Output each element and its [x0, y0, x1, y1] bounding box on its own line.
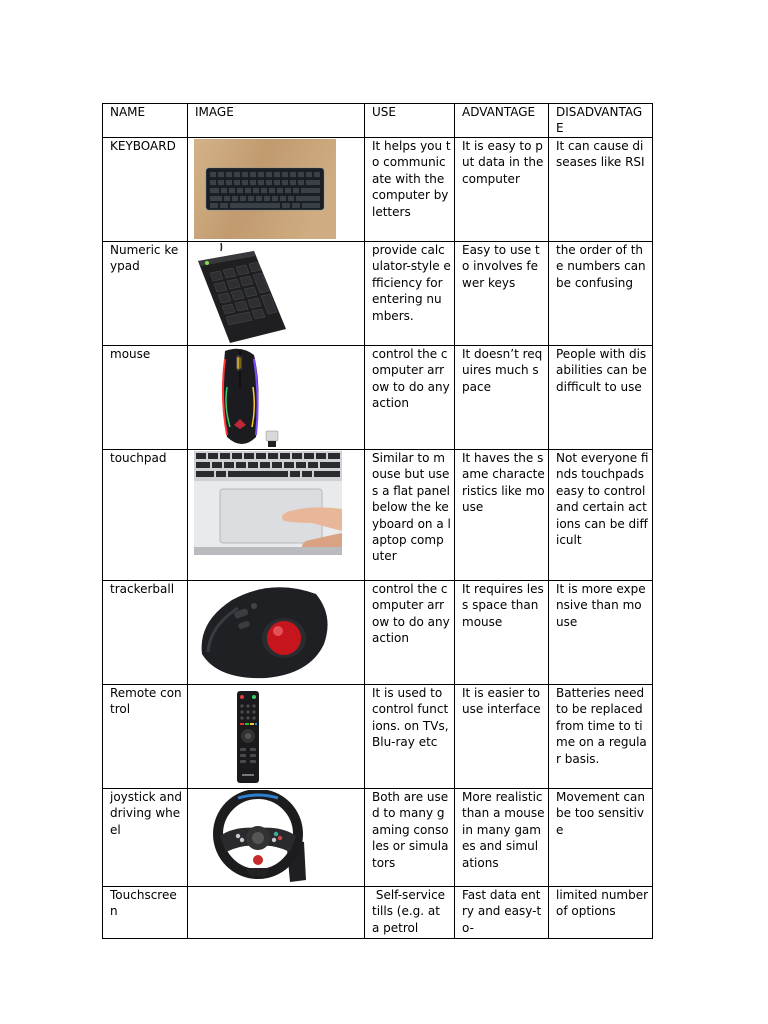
- row-image: [188, 887, 365, 939]
- table-row: [103, 887, 653, 939]
- row-use: Similar to mouse but uses a flat panel below the keyboard on a laptop computer: [365, 450, 455, 581]
- header-disadvantage: DISADVANTAGE: [549, 104, 653, 138]
- row-image: [188, 685, 365, 789]
- touchpad-photo: [194, 451, 362, 555]
- table-row: [103, 581, 653, 685]
- row-image: [188, 138, 365, 242]
- row-disadvantage: It can cause diseases like RSI: [549, 138, 653, 242]
- row-disadvantage: Not everyone finds touchpads easy to control and certain actions can be difficult: [549, 450, 653, 581]
- table-row: [103, 450, 653, 581]
- row-use: Self-service tills (e.g. at a petrol: [365, 887, 455, 939]
- remote-control-photo: [194, 686, 362, 786]
- keyboard-photo: [194, 139, 362, 239]
- row-advantage: It is easy to put data in the computer: [455, 138, 549, 242]
- row-disadvantage: Batteries need to be replaced from time to time on a regular basis.: [549, 685, 653, 789]
- row-use: control the computer arrow to do any action: [365, 346, 455, 450]
- row-advantage: Easy to use to involves fewer keys: [455, 242, 549, 346]
- row-name: Touchscreen: [103, 887, 188, 939]
- row-disadvantage: It is more expensive than mouse: [549, 581, 653, 685]
- row-image: [188, 789, 365, 887]
- row-use: It helps you to communicate with the computer by letters: [365, 138, 455, 242]
- mouse-photo: [194, 347, 362, 449]
- row-name: trackerball: [103, 581, 188, 685]
- row-advantage: More realistic than a mouse in many games and simulations: [455, 789, 549, 887]
- row-use: provide calculator-style efficiency for entering numbers.: [365, 242, 455, 346]
- row-image: [188, 242, 365, 346]
- row-disadvantage: limited number of options: [549, 887, 653, 939]
- header-advantage: ADVANTAGE: [455, 104, 549, 138]
- row-disadvantage: People with disabilities can be difficult to use: [549, 346, 653, 450]
- row-name: mouse: [103, 346, 188, 450]
- row-disadvantage: the order of the numbers can be confusing: [549, 242, 653, 346]
- driving-wheel-photo: [194, 790, 362, 884]
- row-advantage: It doesn’t requires much space: [455, 346, 549, 450]
- header-image: IMAGE: [188, 104, 365, 138]
- row-disadvantage: Movement can be too sensitive: [549, 789, 653, 887]
- device-table: [102, 103, 653, 939]
- row-image: [188, 581, 365, 685]
- header-row: [103, 104, 653, 138]
- table-row: [103, 685, 653, 789]
- row-image: [188, 450, 365, 581]
- trackerball-photo: [194, 582, 362, 682]
- row-name: touchpad: [103, 450, 188, 581]
- row-use: Both are used to many gaming consoles or simulators: [365, 789, 455, 887]
- header-name: NAME: [103, 104, 188, 138]
- row-use: It is used to control functions. on TVs, Blu-ray etc: [365, 685, 455, 789]
- row-advantage: It requires less space than mouse: [455, 581, 549, 685]
- row-name: Numeric keypad: [103, 242, 188, 346]
- row-advantage: It is easier to use interface: [455, 685, 549, 789]
- row-image: [188, 346, 365, 450]
- table-row: [103, 789, 653, 887]
- row-use: control the computer arrow to do any action: [365, 581, 455, 685]
- numeric-keypad-photo: [194, 243, 362, 345]
- row-name: Remote control: [103, 685, 188, 789]
- row-advantage: Fast data entry and easy-to-: [455, 887, 549, 939]
- row-name: KEYBOARD: [103, 138, 188, 242]
- row-advantage: It haves the same characteristics like mouse: [455, 450, 549, 581]
- header-use: USE: [365, 104, 455, 138]
- table-row: [103, 346, 653, 450]
- table-row: [103, 242, 653, 346]
- table-row: [103, 138, 653, 242]
- row-name: joystick and driving wheel: [103, 789, 188, 887]
